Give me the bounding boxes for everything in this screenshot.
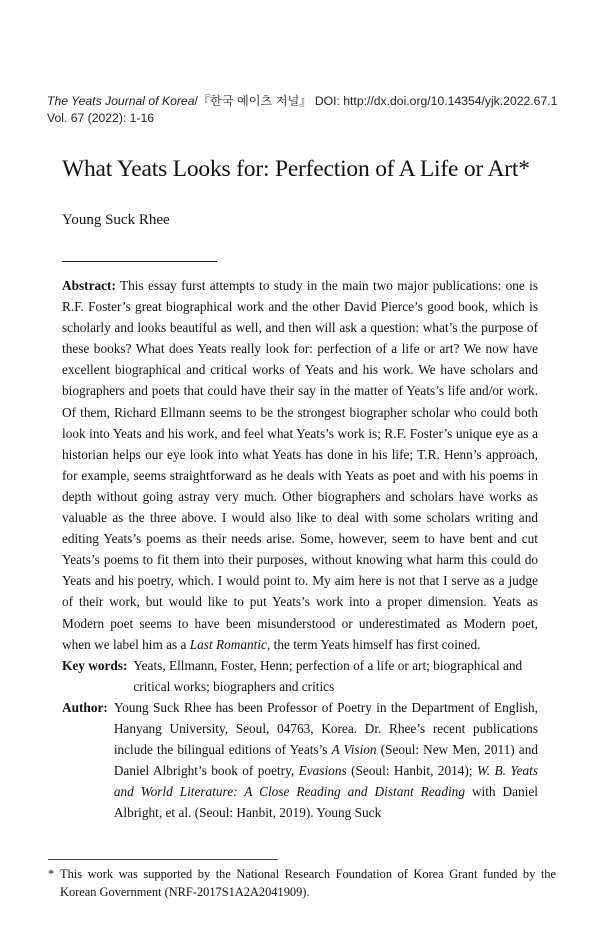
abstract-text: This essay furst attempts to study in the main two major publications: one is R.F. Foster’s great biographical work and the other David Pierce’s good book, which is scholarly and looks beautiful as well, and then will ask a question: what’s the purpose of these books? What does Yeats really look for: perfection of a life or art? We now have excellent biographical and critical works of Yeats and his work. We have scholars and biographers and poets that could have their say in the matter of Yeats’s life and/or work. Of them, Richard Ellmann seems to be the strongest biographer scholar who could both look into Yeats and his work, and feel what Yeats’s work is; R.F. Foster’s unique eye as a historian helps our eye look into what Yeats has done in his life; T.R. Henn’s approach, for example, seems straightforward as he deals with Yeats as poet and with his poems in depth without going astray very much. Other biographers and scholars have works as valuable as the three above. I would also like to deal with some scholars writing and editing Yeats’s poems as their needs arise. Some, however, seem to have bent and cut Yeats’s poems to fit them into their purposes, without knowing what harm this could do Yeats and his poetry, which. I would point to. My aim here is not that I serve as a judge of their work, but would like to put Yeats’s work into a proper dimension. Yeats as Modern poet seems to have been misunderstood or underestimated as Modern poet, when we label him as a [62,278,538,652]
bio-text-3: (Seoul: Hanbit, 2014); [351,763,473,779]
bio-title-a-vision: A Vision [331,742,377,758]
journal-name: The Yeats Journal of Korea [47,94,195,108]
bio-text-4: with Daniel Albright, et al. (Seoul: Hanbit, 2019). Young Suck [113,784,538,821]
author-bio-text [114,697,538,824]
keywords-label: Key words: [62,657,128,673]
bio-title-world-literature: W. B. Yeats and World Literature: A Close Reading and Distant Reading [113,763,538,800]
footnote [48,865,556,901]
article-title: What Yeats Looks for: Perfection of A Life or Art* [62,156,530,182]
abstract-label: Abstract: [62,278,116,293]
keywords-text: Yeats, Ellmann, Foster, Henn; perfection of a life or art; biographical and critical works; biographers and critics [133,657,523,694]
running-header [47,93,567,127]
abstract [62,275,538,655]
footnote-divider [48,859,278,860]
volume-info: Vol. 67 (2022): 1-16 [47,111,155,125]
author-bio [62,697,538,824]
keywords [62,655,538,697]
abstract-italic-term: Last Romantic, [189,636,271,652]
journal-citation-line [47,93,567,110]
bio-text-2: (Seoul: New Men, 2011) and Daniel Albright’s book of poetry, [113,742,539,779]
article-front-matter [62,275,538,823]
footnote-mark: * [48,867,55,881]
article-author: Young Suck Rhee [62,212,170,228]
bio-title-evasions: Evasions [298,763,347,779]
abstract-text-end: the term Yeats himself has first coined. [273,636,481,652]
author-bio-label: Author: [62,699,108,715]
bio-text-1: Young Suck Rhee has been Professor of Poetry in the Department of English, Hanyang University, Seoul, 04763, Korea. Dr. Rhee’s recent publications include the bilingual editions of Yeats’s [113,699,538,758]
footnote-text: This work was supported by the National Research Foundation of Korea Grant funded by the Korean Government (NRF-2017S1A2A2041909). [60,867,556,899]
journal-korean-name: /『한국 예이츠 저널』 [194,94,312,108]
title-divider [62,261,217,262]
doi-text: DOI: http://dx.doi.org/10.14354/yjk.2022.67.1 [314,94,558,108]
